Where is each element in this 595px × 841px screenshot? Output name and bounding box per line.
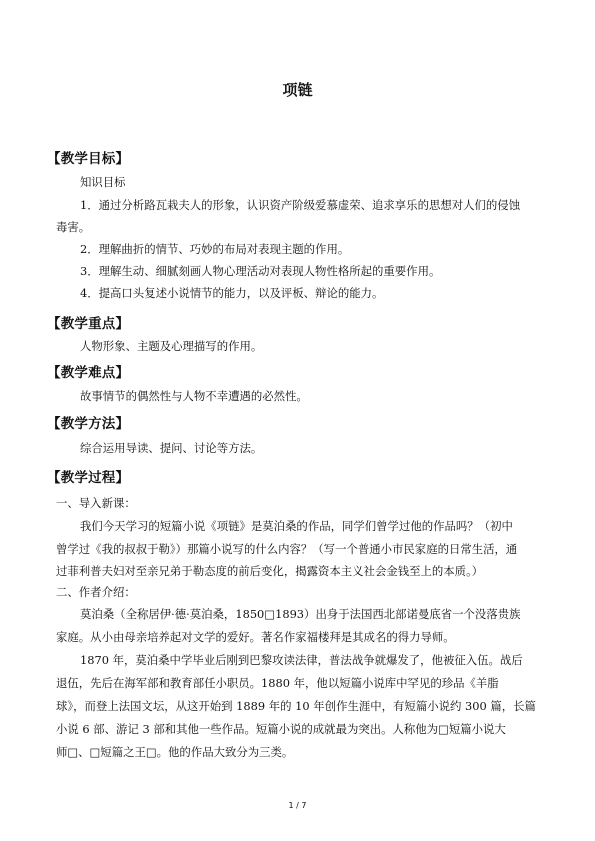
process-paragraph-line: 我们今天学习的短篇小说《项链》是莫泊桑的作品，同学们曾学过他的作品吗？（初中 [80, 519, 513, 533]
process-part2-title: 二、作者介绍： [56, 585, 136, 599]
author-paragraph-line: 1870 年，莫泊桑中学毕业后刚到巴黎攻读法律，普法战争就爆发了，他被征入伍。战后 [80, 653, 523, 667]
goals-item: 2．理解曲折的情节、巧妙的布局对表现主题的作用。 [80, 242, 350, 256]
author-paragraph-line: 家庭。从小由母亲培养起对文学的爱好。著名作家福楼拜是其成名的得力导师。 [56, 630, 455, 644]
page-number: 1 / 7 [288, 801, 307, 810]
difficulties-text: 故事情节的偶然性与人物不幸遭遇的必然性。 [80, 389, 308, 403]
goals-item: 3．理解生动、细腻刻画人物心理活动对表现人物性格所起的重要作用。 [80, 264, 441, 278]
process-part1-title: 一、导入新课： [56, 496, 136, 510]
page-title: 项链 [282, 81, 313, 99]
author-paragraph-line: 退伍，先后在海军部和教育部任小职员。1880 年，他以短篇小说库中罕见的珍品《羊脂 [56, 676, 499, 690]
methods-text: 综合运用导读、提问、讨论等方法。 [80, 441, 263, 455]
author-paragraph-line: 球》，而登上法国文坛，从这开始到 1889 年的 10 年创作生涯中，有短篇小说约 300 篇，长篇 [56, 699, 536, 713]
author-paragraph-line: 师□、□短篇之王□。他的作品大致分为三类。 [56, 745, 294, 759]
section-heading-goals: 【教学目标】 [47, 151, 130, 167]
goals-item: 1．通过分析路瓦栽夫人的形象，认识资产阶级爱慕虚荣、追求享乐的思想对人们的侵蚀 [80, 198, 521, 212]
section-heading-process: 【教学过程】 [47, 470, 130, 486]
author-paragraph-line: 小说 6 部、游记 3 部和其他一些作品。短篇小说的成就最为突出。人称他为□短篇小说大 [56, 722, 506, 736]
process-paragraph-line: 曾学过《我的叔叔于勒》）那篇小说写的什么内容？（写一个普通小市民家庭的日常生活，通 [56, 542, 518, 556]
goals-item: 4．提高口头复述小说情节的能力，以及评板、辩论的能力。 [80, 286, 384, 300]
section-heading-methods: 【教学方法】 [47, 416, 130, 432]
section-heading-difficulties: 【教学难点】 [47, 365, 130, 381]
section-heading-key-points: 【教学重点】 [47, 316, 130, 332]
goals-item-continued: 毒害。 [56, 220, 91, 234]
goals-subheading: 知识目标 [80, 175, 126, 189]
author-paragraph-line: 莫泊桑（全称居伊·德·莫泊桑，1850□1893）出身于法国西北部诺曼底省一个没落贵族 [80, 607, 521, 621]
key-points-text: 人物形象、主题及心理描写的作用。 [80, 339, 263, 353]
process-paragraph-line: 过菲利普夫妇对至亲兄弟于勒态度的前后变化，揭露资本主义社会金钱至上的本质。） [56, 564, 484, 578]
